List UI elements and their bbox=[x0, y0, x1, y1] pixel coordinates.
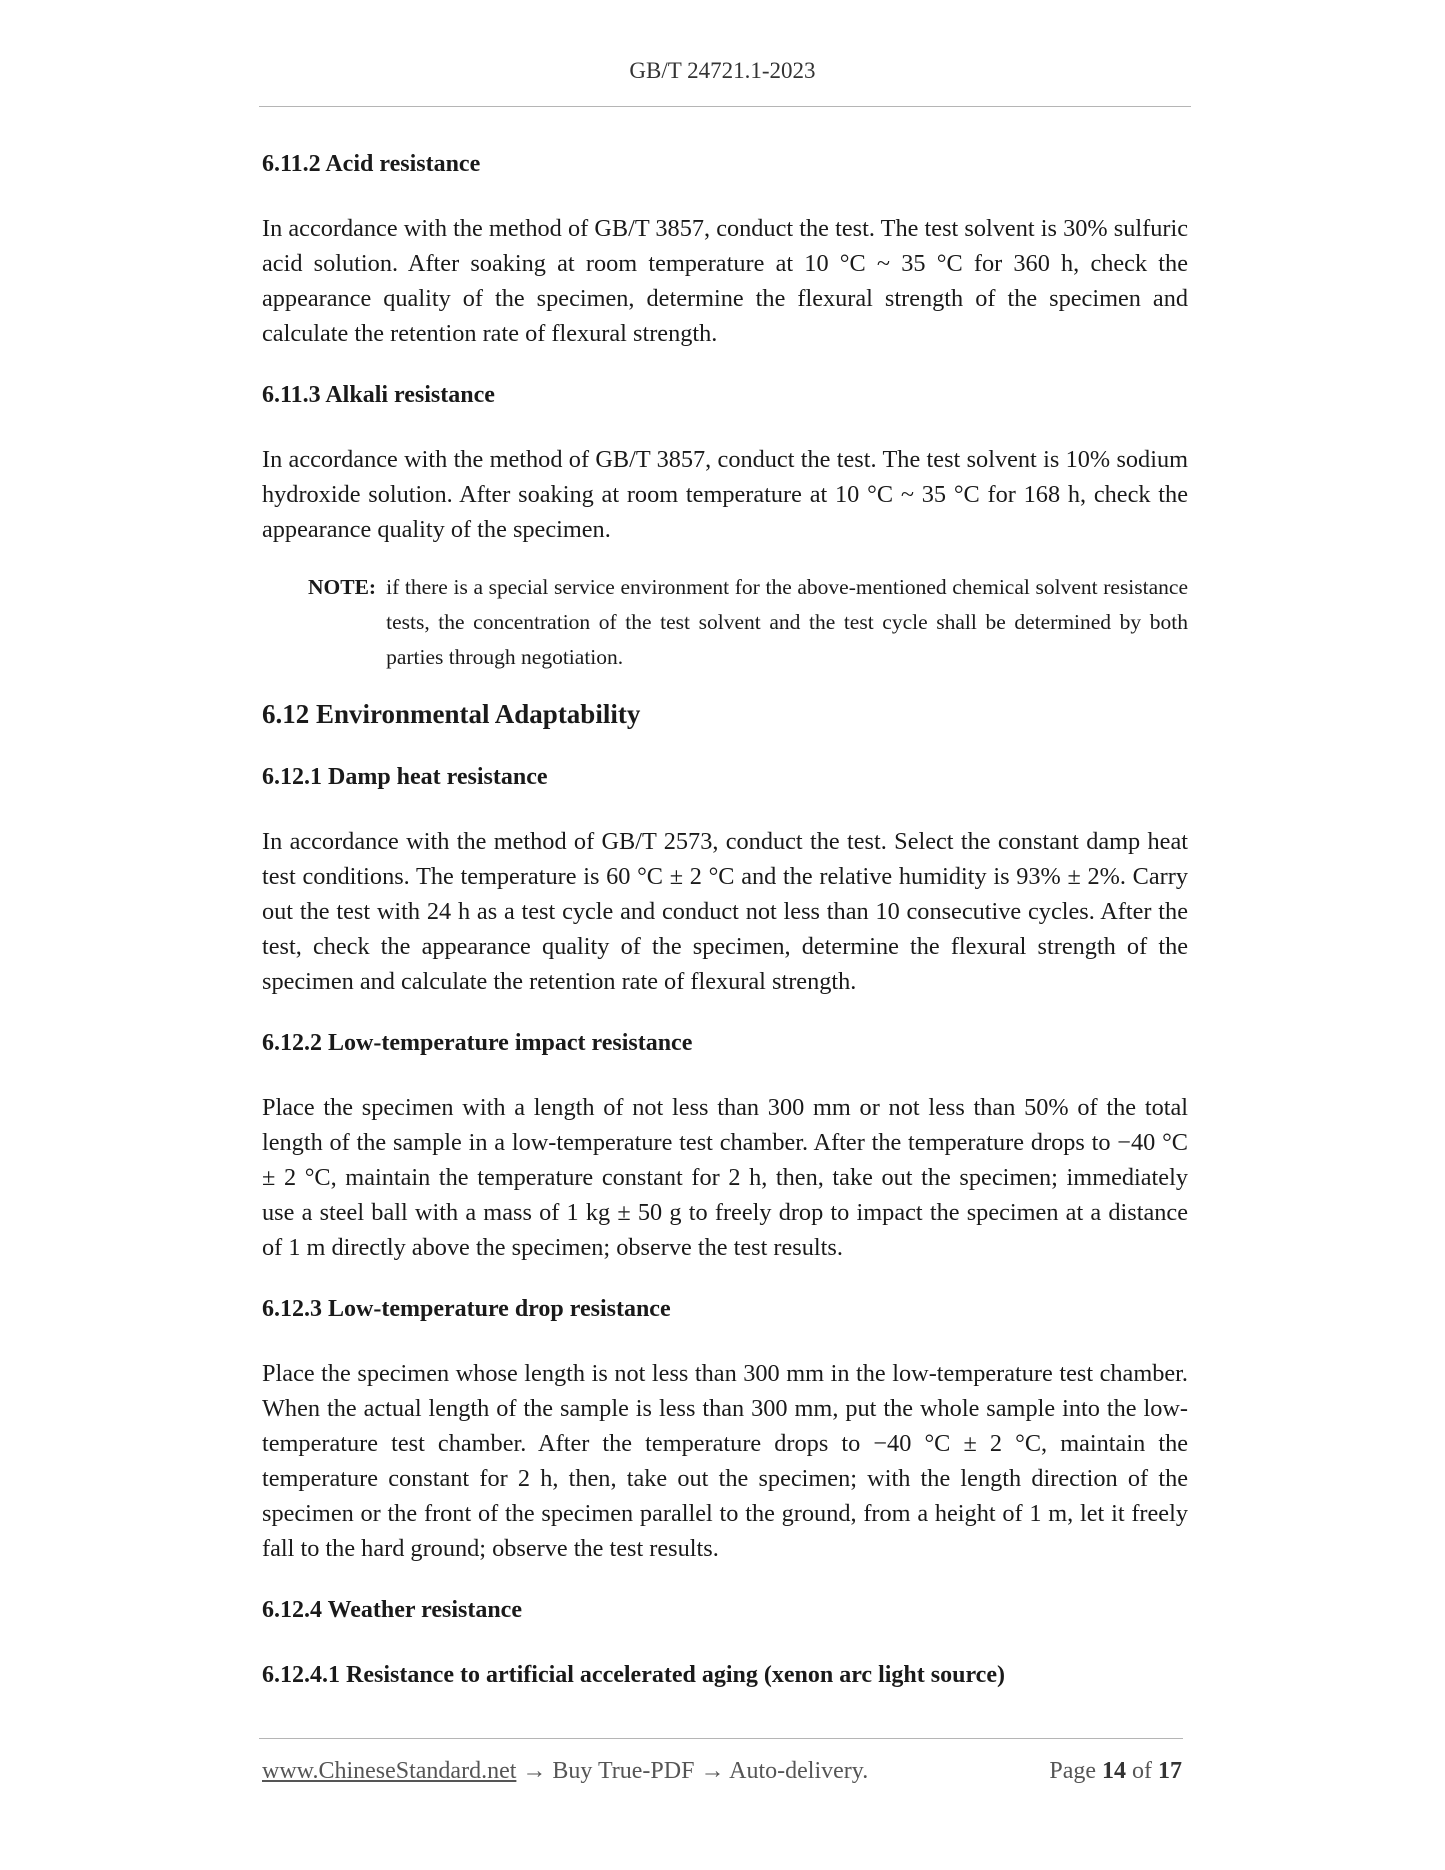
section-heading-6-12-2: 6.12.2 Low-temperature impact resistance bbox=[262, 1030, 693, 1056]
section-text-6-12-1: In accordance with the method of GB/T 2573, conduct the test. Select the constant damp heat test conditions. The temperature is 60 °C ± 2 °C and the relative humidity is 93% ± 2%. Carry out the test with 24 h as a test cycle and conduct not less than 10 consecutive cycles. After the test, check the appearance quality of the specimen, determine the flexural strength of the specimen and calculate the retention rate of flexural strength. bbox=[262, 828, 1188, 995]
footer-divider bbox=[259, 1738, 1183, 1739]
website-link[interactable]: www.ChineseStandard.net bbox=[262, 1758, 517, 1784]
page-total: 17 bbox=[1158, 1758, 1182, 1784]
section-text-6-12-3: Place the specimen whose length is not less than 300 mm in the low-temperature test chamber. When the actual length of the sample is less than 300 mm, put the whole sample into the low-temperature test chamber. After the temperature drops to −40 °C ± 2 °C, maintain the temperature constant for 2 h, then, take out the specimen; with the length direction of the specimen or the front of the specimen parallel to the ground, from a height of 1 m, let it freely fall to the hard ground; observe the test results. bbox=[262, 1360, 1188, 1562]
document-header: GB/T 24721.1-2023 bbox=[629, 58, 816, 83]
section-heading-6-12: 6.12 Environmental Adaptability bbox=[262, 699, 641, 729]
section-heading-6-12-4-1: 6.12.4.1 Resistance to artificial accelerated aging (xenon arc light source) bbox=[262, 1662, 1005, 1688]
arrow-right-icon: → bbox=[522, 1758, 547, 1784]
note-text: if there is a special service environment for the above-mentioned chemical solvent resistance tests, the concentration of the test solvent and the test cycle shall be determined by both parties through negotiation. bbox=[386, 575, 1188, 669]
section-text-6-12-2: Place the specimen with a length of not less than 300 mm or not less than 50% of the total length of the sample in a low-temperature test chamber. After the temperature drops to −40 °C ± 2 °C, maintain the temperature constant for 2 h, then, take out the specimen; immediately use a steel ball with a mass of 1 kg ± 50 g to freely drop to impact the specimen at a distance of 1 m directly above the specimen; observe the test results. bbox=[262, 1094, 1188, 1261]
section-heading-6-12-3: 6.12.3 Low-temperature drop resistance bbox=[262, 1296, 671, 1322]
section-text-6-11-3: In accordance with the method of GB/T 3857, conduct the test. The test solvent is 10% sodium hydroxide solution. After soaking at room temperature at 10 °C ~ 35 °C for 168 h, check the appearance quality of the specimen. bbox=[262, 446, 1188, 543]
page-content bbox=[262, 146, 1188, 1722]
note-label: NOTE: bbox=[308, 575, 377, 599]
buy-text: Buy True-PDF bbox=[552, 1758, 695, 1784]
page-footer bbox=[262, 1758, 1182, 1785]
arrow-right-icon: → bbox=[700, 1758, 725, 1784]
page-indicator bbox=[1049, 1758, 1182, 1785]
page-number: 14 bbox=[1102, 1758, 1126, 1784]
section-heading-6-11-2: 6.11.2 Acid resistance bbox=[262, 151, 481, 177]
of-word: of bbox=[1132, 1758, 1152, 1784]
delivery-text: Auto-delivery. bbox=[729, 1758, 869, 1784]
note-block bbox=[308, 570, 1188, 675]
header-divider bbox=[259, 106, 1191, 107]
footer-promo bbox=[262, 1758, 868, 1785]
section-heading-6-12-4: 6.12.4 Weather resistance bbox=[262, 1597, 522, 1623]
section-text-6-11-2: In accordance with the method of GB/T 3857, conduct the test. The test solvent is 30% sulfuric acid solution. After soaking at room temperature at 10 °C ~ 35 °C for 360 h, check the appearance quality of the specimen, determine the flexural strength of the specimen and calculate the retention rate of flexural strength. bbox=[262, 215, 1188, 347]
section-heading-6-11-3: 6.11.3 Alkali resistance bbox=[262, 382, 495, 408]
page-word: Page bbox=[1049, 1758, 1096, 1784]
section-heading-6-12-1: 6.12.1 Damp heat resistance bbox=[262, 764, 548, 790]
